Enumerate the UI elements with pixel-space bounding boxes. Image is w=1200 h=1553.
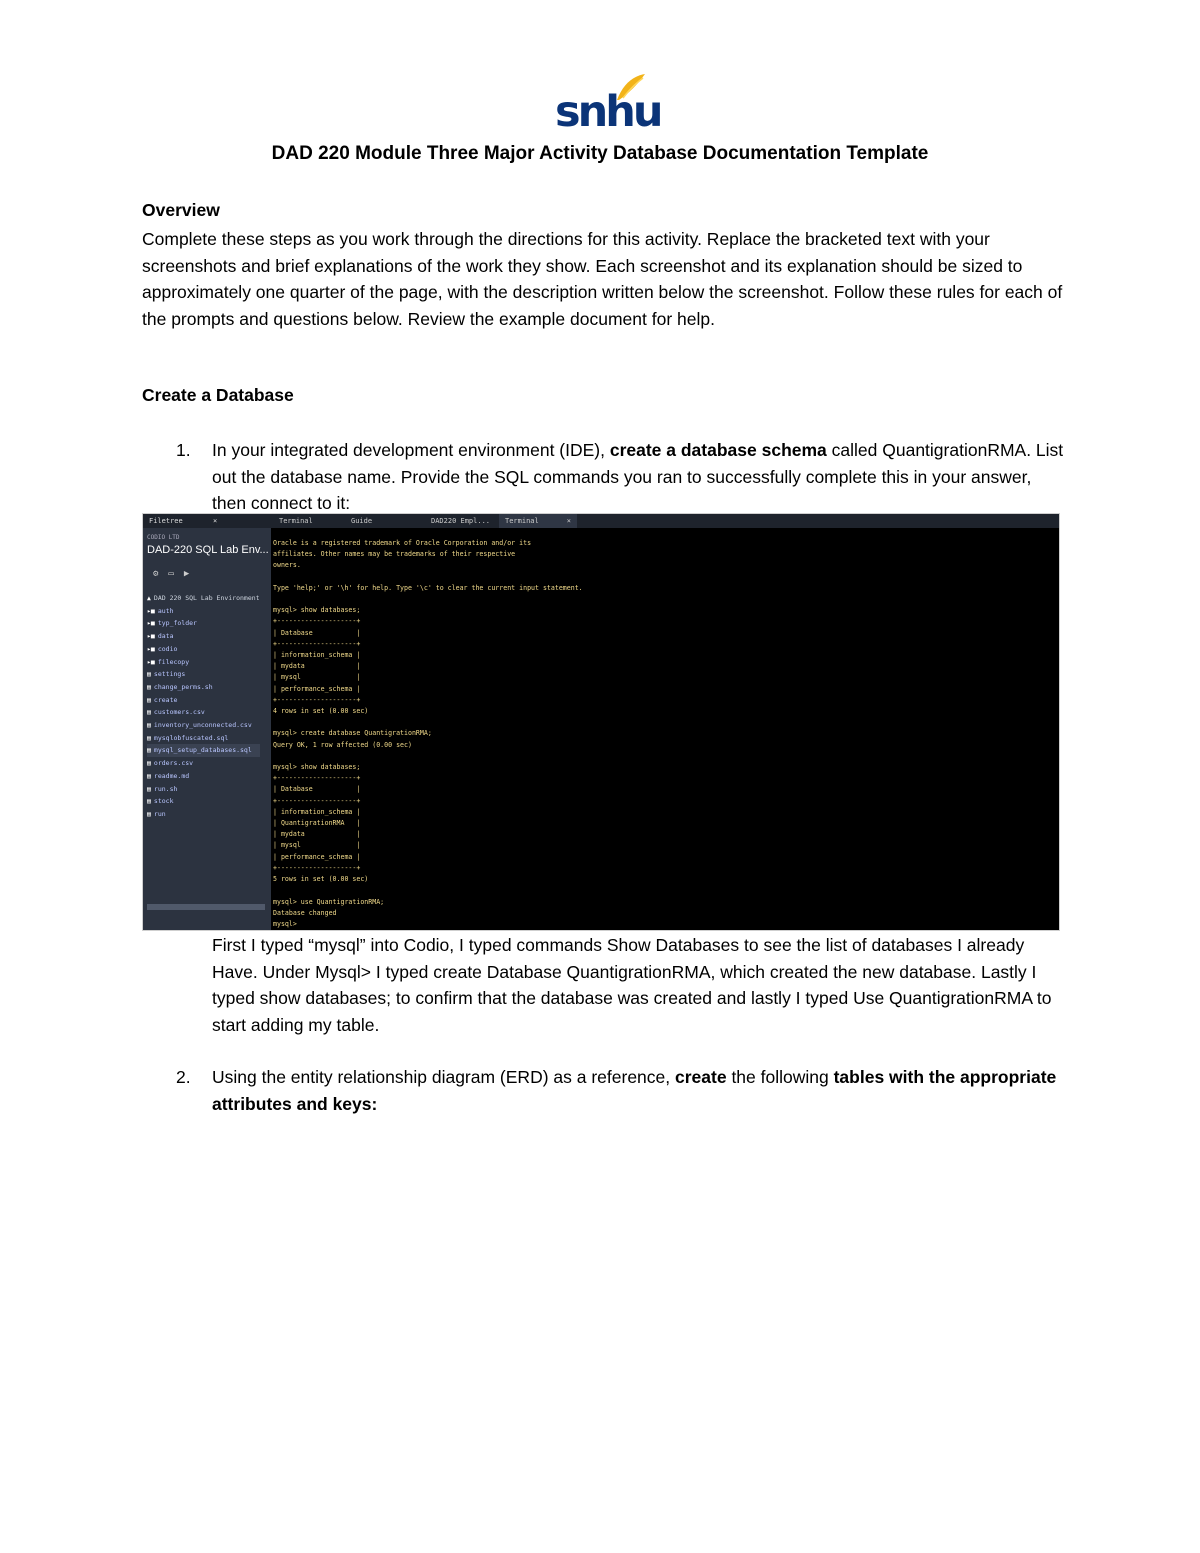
item1-pre: In your integrated development environment (IDE), — [212, 440, 610, 460]
project-title: DAD-220 SQL Lab Env... — [147, 544, 269, 556]
ide-screenshot — [142, 513, 1060, 931]
file-icon: ▤ — [147, 708, 151, 717]
tree-item-label: readme.md — [153, 771, 190, 780]
editor-tabs — [271, 514, 1059, 528]
tree-item[interactable] — [147, 706, 260, 719]
tree-item[interactable] — [147, 668, 260, 681]
folder-icon: ▸■ — [147, 619, 155, 628]
tree-item-label: DAD 220 SQL Lab Environment — [153, 594, 260, 602]
tree-item[interactable] — [147, 744, 260, 757]
toolbar-icons — [153, 569, 199, 579]
tree-item-label: stock — [153, 797, 174, 806]
project-owner: CODIO LTD — [147, 534, 180, 541]
tree-item[interactable] — [147, 617, 260, 630]
chevron-icon: ▲ — [147, 594, 151, 602]
file-icon: ▤ — [147, 797, 151, 806]
file-icon: ▤ — [147, 733, 151, 742]
item2-mid: the following — [726, 1067, 834, 1087]
tree-item[interactable] — [147, 770, 260, 783]
tree-item[interactable] — [147, 656, 260, 669]
tree-item-label: run — [153, 809, 166, 818]
tree-item[interactable] — [147, 732, 260, 745]
file-icon: ▤ — [147, 771, 151, 780]
tab-guide[interactable]: Guide — [351, 517, 373, 525]
folder-icon: ▸■ — [147, 657, 155, 666]
logo-text: snhu — [555, 87, 661, 137]
folder-icon: ▸■ — [147, 632, 155, 641]
tree-item[interactable] — [147, 719, 260, 732]
play-icon[interactable]: ▶ — [183, 569, 200, 579]
item1-bold: create a database schema — [609, 440, 827, 460]
terminal-output[interactable]: Oracle is a registered trademark of Oracle Corporation and/or its affiliates. Other names may be trademarks of their respective owners. Type 'help;' or '\h' for help. Type '\c' to clear the current input statement. mysql> show databases; +--------------------+ | Database | +--------------------+ | information_schema | | mydata | | mysql | | performance_schema | +--------------------+ 4 rows in set (0.00 sec) mysql> create database QuantigrationRMA; Query OK, 1 row affected (0.00 sec) mysql> show databases; +--------------------+ | Database | +--------------------+ | information_schema | | QuantigrationRMA | | mydata | | mysql | | performance_schema | +--------------------+ 5 rows in set (0.00 sec) mysql> use QuantigrationRMA; Database changed mysql> — [273, 539, 583, 928]
item1-post: called QuantigrationRMA. List out the database name. Provide the SQL commands you ran to successfully complete this in your answer, then connect to it: — [212, 440, 1064, 514]
tree-item-label: typ_folder — [157, 619, 197, 628]
tree-item-label: data — [157, 632, 174, 641]
tree-item[interactable] — [147, 795, 260, 808]
close-icon[interactable]: × — [213, 517, 218, 525]
tab-label: Terminal — [505, 517, 539, 525]
file-icon: ▤ — [147, 682, 151, 691]
tab-terminal[interactable]: Terminal — [279, 517, 313, 525]
list-number: 1. — [176, 440, 191, 460]
tree-item[interactable] — [147, 605, 260, 618]
tab-terminal-active[interactable] — [499, 514, 577, 528]
folder-icon: ▸■ — [147, 644, 155, 653]
item2-bold2: tables with the appropriate attributes and keys: — [212, 1067, 1057, 1114]
horizontal-scrollbar[interactable] — [147, 904, 265, 910]
tree-item-label: run.sh — [153, 784, 178, 793]
tree-item-label: create — [153, 695, 178, 704]
tree-item[interactable] — [147, 694, 260, 707]
tree-item[interactable] — [147, 783, 260, 796]
tree-item[interactable] — [147, 630, 260, 643]
tree-item-label: mysqlobfuscated.sql — [153, 733, 229, 742]
file-icon: ▤ — [147, 670, 151, 679]
filetree-tab-label: Filetree — [149, 517, 183, 525]
filetree-tab[interactable] — [143, 514, 271, 528]
tree-item-label: filecopy — [157, 657, 190, 666]
close-icon[interactable]: × — [566, 517, 571, 525]
create-database-heading: Create a Database — [142, 385, 294, 405]
snhu-logo — [555, 72, 661, 137]
tab-dad220[interactable]: DAD220 Empl... — [431, 517, 491, 525]
tree-item-label: change_perms.sh — [153, 682, 213, 691]
tree-root[interactable] — [147, 592, 260, 605]
settings-icon[interactable]: ⚙ — [153, 569, 169, 579]
tree-item[interactable] — [147, 808, 260, 821]
tree-item[interactable] — [147, 681, 260, 694]
tree-item-label: codio — [157, 644, 178, 653]
file-tree — [147, 592, 260, 821]
tree-item-label: mysql_setup_databases.sql — [153, 746, 252, 755]
file-icon: ▤ — [147, 809, 151, 818]
file-icon: ▤ — [147, 784, 151, 793]
tree-item-label: settings — [153, 670, 186, 679]
tree-item-label: orders.csv — [153, 759, 194, 768]
item2-pre: Using the entity relationship diagram (ERD) as a reference, — [212, 1067, 675, 1087]
filetree-panel — [143, 514, 271, 930]
tree-item-label: auth — [157, 606, 174, 615]
answer-1-text: First I typed “mysql” into Codio, I typed commands Show Databases to see the list of databases I already Have. Under Mysql> I typed create Database QuantigrationRMA, which created the new database. Lastly I typed show databases; to confirm that the database was created and lastly I typed Use QuantigrationRMA to start adding my table. — [212, 935, 1052, 1035]
tree-item[interactable] — [147, 757, 260, 770]
file-icon: ▤ — [147, 759, 151, 768]
file-icon: ▤ — [147, 746, 151, 755]
overview-text: Complete these steps as you work through the directions for this activity. Replace the bracketed text with your screenshots and brief explanations of the work they show. Each screenshot and its explanation should be sized to approximately one quarter of the page, with the description written below the screenshot. Follow these rules for each of the prompts and questions below. Review the example document for help. — [142, 229, 1063, 329]
tree-item[interactable] — [147, 643, 260, 656]
file-icon: ▤ — [147, 721, 151, 730]
overview-heading: Overview — [142, 200, 220, 220]
list-item-text — [212, 1064, 1067, 1117]
window-icon[interactable]: ▭ — [168, 569, 184, 579]
list-number: 2. — [176, 1067, 191, 1087]
document-title: DAD 220 Module Three Major Activity Database Documentation Template — [271, 143, 929, 164]
list-item-text — [212, 437, 1067, 517]
tree-item-label: inventory_unconnected.csv — [153, 721, 252, 730]
tree-item-label: customers.csv — [153, 708, 205, 717]
folder-icon: ▸■ — [147, 606, 155, 615]
file-icon: ▤ — [147, 695, 151, 704]
item2-bold1: create — [675, 1067, 727, 1087]
